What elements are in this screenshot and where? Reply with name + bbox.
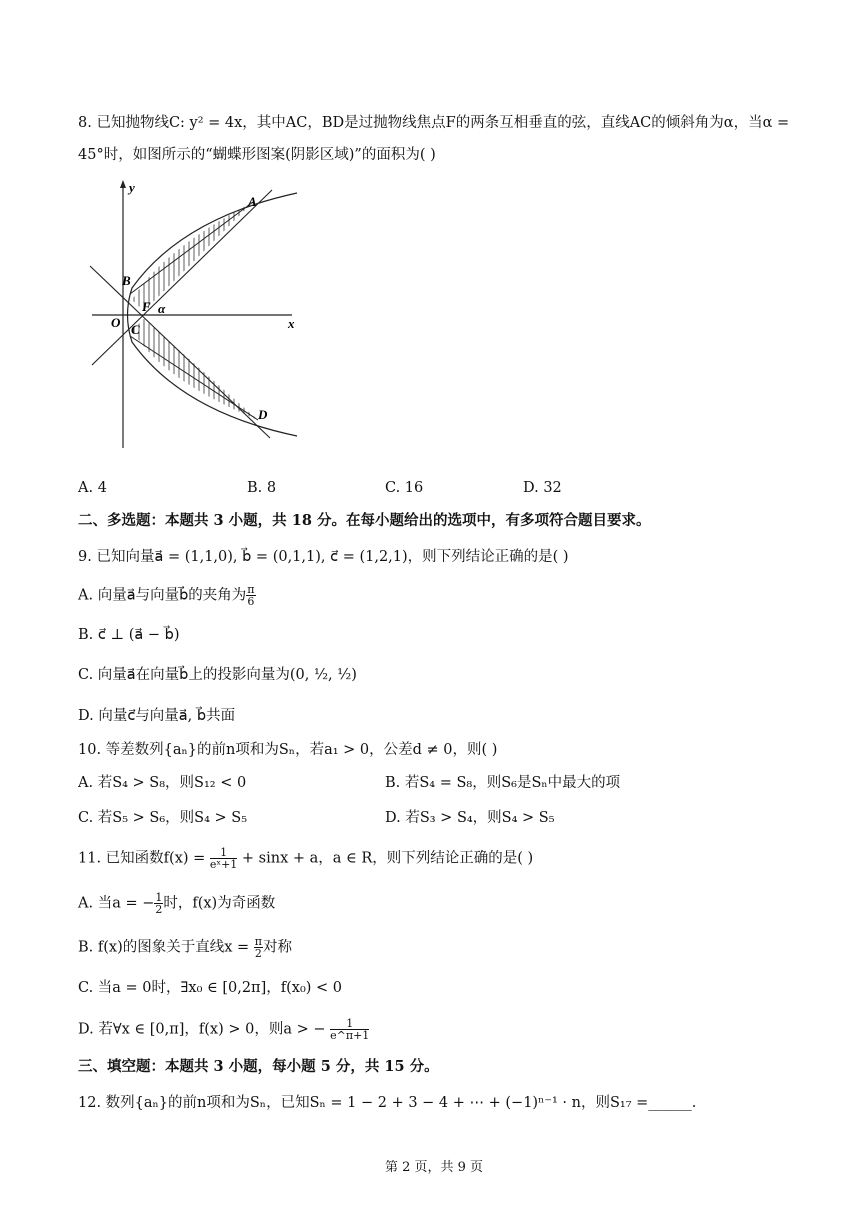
segment-cd [130,336,258,420]
q11-option-b [78,936,292,959]
section-3-heading: 三、填空题：本题共 3 小题，每小题 5 分，共 15 分。 [78,1058,439,1075]
q11-stem-fraction [210,847,237,870]
chord-bd [92,190,272,365]
q9-option-a-text: A. 向量a⃗与向量b⃗的夹角为 [78,587,247,604]
q11-option-a-fraction [154,892,163,915]
q11-stem-pre: 11. 已知函数f(x) = [78,850,206,867]
q8-option-d: D. 32 [523,480,562,496]
q9-option-a-fraction [246,584,255,607]
lower-shaded-region [132,319,258,420]
label-d: D [258,407,268,422]
q10-option-a: A. 若S₄ > S₈，则S₁₂ < 0 [78,775,247,791]
segment-ba [130,202,253,294]
chord-ac [90,266,270,438]
q11-option-a [78,892,275,915]
upper-shaded-region [132,202,253,311]
q11-option-b-fraction [254,936,263,959]
fraction-denominator: 2 [254,947,262,960]
q11-option-a-pre: A. 当a = − [78,895,155,912]
q9-option-a [78,584,256,607]
fraction-numerator: 1 [155,891,163,904]
label-c: C [131,322,140,337]
fraction-denominator: eˣ+1 [209,858,238,871]
q11-stem-post: + sinx + a，a ∈ R，则下列结论正确的是( ) [241,850,534,867]
q8-stem-line1: 8. 已知抛物线C: y² = 4x，其中AC，BD是过抛物线焦点F的两条互相垂直的弦，直线AC的倾斜角为α，当α = [78,115,790,131]
q9-option-d: D. 向量c⃗与向量a⃗, b⃗共面 [78,708,236,724]
page-footer: 第 2 页，共 9 页 [384,1160,484,1175]
q9-option-c: C. 向量a⃗在向量b⃗上的投影向量为(0, ½, ½) [78,667,357,683]
label-f: F [142,299,151,314]
q11-option-d-fraction [330,1018,369,1041]
label-x: x [288,316,295,331]
q12-stem: 12. 数列{aₙ}的前n项和为Sₙ，已知Sₙ = 1 − 2 + 3 − 4 + ⋯ + (−1)ⁿ⁻¹ · n，则S₁₇ =______. [78,1095,697,1111]
q11-option-d [78,1018,369,1041]
q10-option-c: C. 若S₅ > S₆，则S₄ > S₅ [78,810,248,826]
q11-option-a-post: 时，f(x)为奇函数 [163,895,276,912]
q8-option-a: A. 4 [78,480,107,496]
q8-stem-line2: 45°时，如图所示的“蝴蝶形图案(阴影区域)”的面积为( ) [78,147,436,163]
q8-option-c: C. 16 [385,480,424,496]
fraction-denominator: e^π+1 [330,1029,370,1042]
label-y: y [129,180,135,195]
q11-option-c: C. 当a = 0时，∃x₀ ∈ [0,2π]，f(x₀) < 0 [78,980,343,996]
fraction-numerator: π [247,583,255,596]
q11-option-b-pre: B. f(x)的图象关于直线x = [78,939,250,956]
q9-stem: 9. 已知向量a⃗ = (1,1,0), b⃗ = (0,1,1), c⃗ = (1,2,1)，则下列结论正确的是( ) [78,549,569,565]
q10-option-d: D. 若S₃ > S₄，则S₄ > S₅ [385,810,555,826]
label-b: B [122,273,131,288]
fraction-numerator: 1 [210,847,237,859]
label-alpha: α [158,301,166,316]
parabola-figure [82,178,322,458]
section-2-heading: 二、多选题：本题共 3 小题，共 18 分。在每小题给出的选项中，有多项符合题目要求。 [78,512,651,529]
q10-option-b: B. 若S₄ = S₈，则S₆是Sₙ中最大的项 [385,775,621,791]
q11-option-b-post: 对称 [263,939,293,956]
label-o: O [111,315,121,330]
q11-option-d-pre: D. 若∀x ∈ [0,π]，f(x) > 0，则a > − [78,1021,326,1038]
label-a: A [248,194,257,209]
q9-option-b: B. c⃗ ⊥ (a⃗ − b⃗) [78,627,180,643]
fraction-denominator: 2 [155,903,163,916]
fraction-numerator: 1 [330,1018,369,1030]
fraction-denominator: 6 [247,595,255,608]
q11-stem [78,847,533,870]
q8-option-b: B. 8 [247,480,277,496]
q10-stem: 10. 等差数列{aₙ}的前n项和为Sₙ，若a₁ > 0，公差d ≠ 0，则( ) [78,742,498,758]
y-axis-arrow [120,180,126,188]
fraction-numerator: π [254,935,263,948]
